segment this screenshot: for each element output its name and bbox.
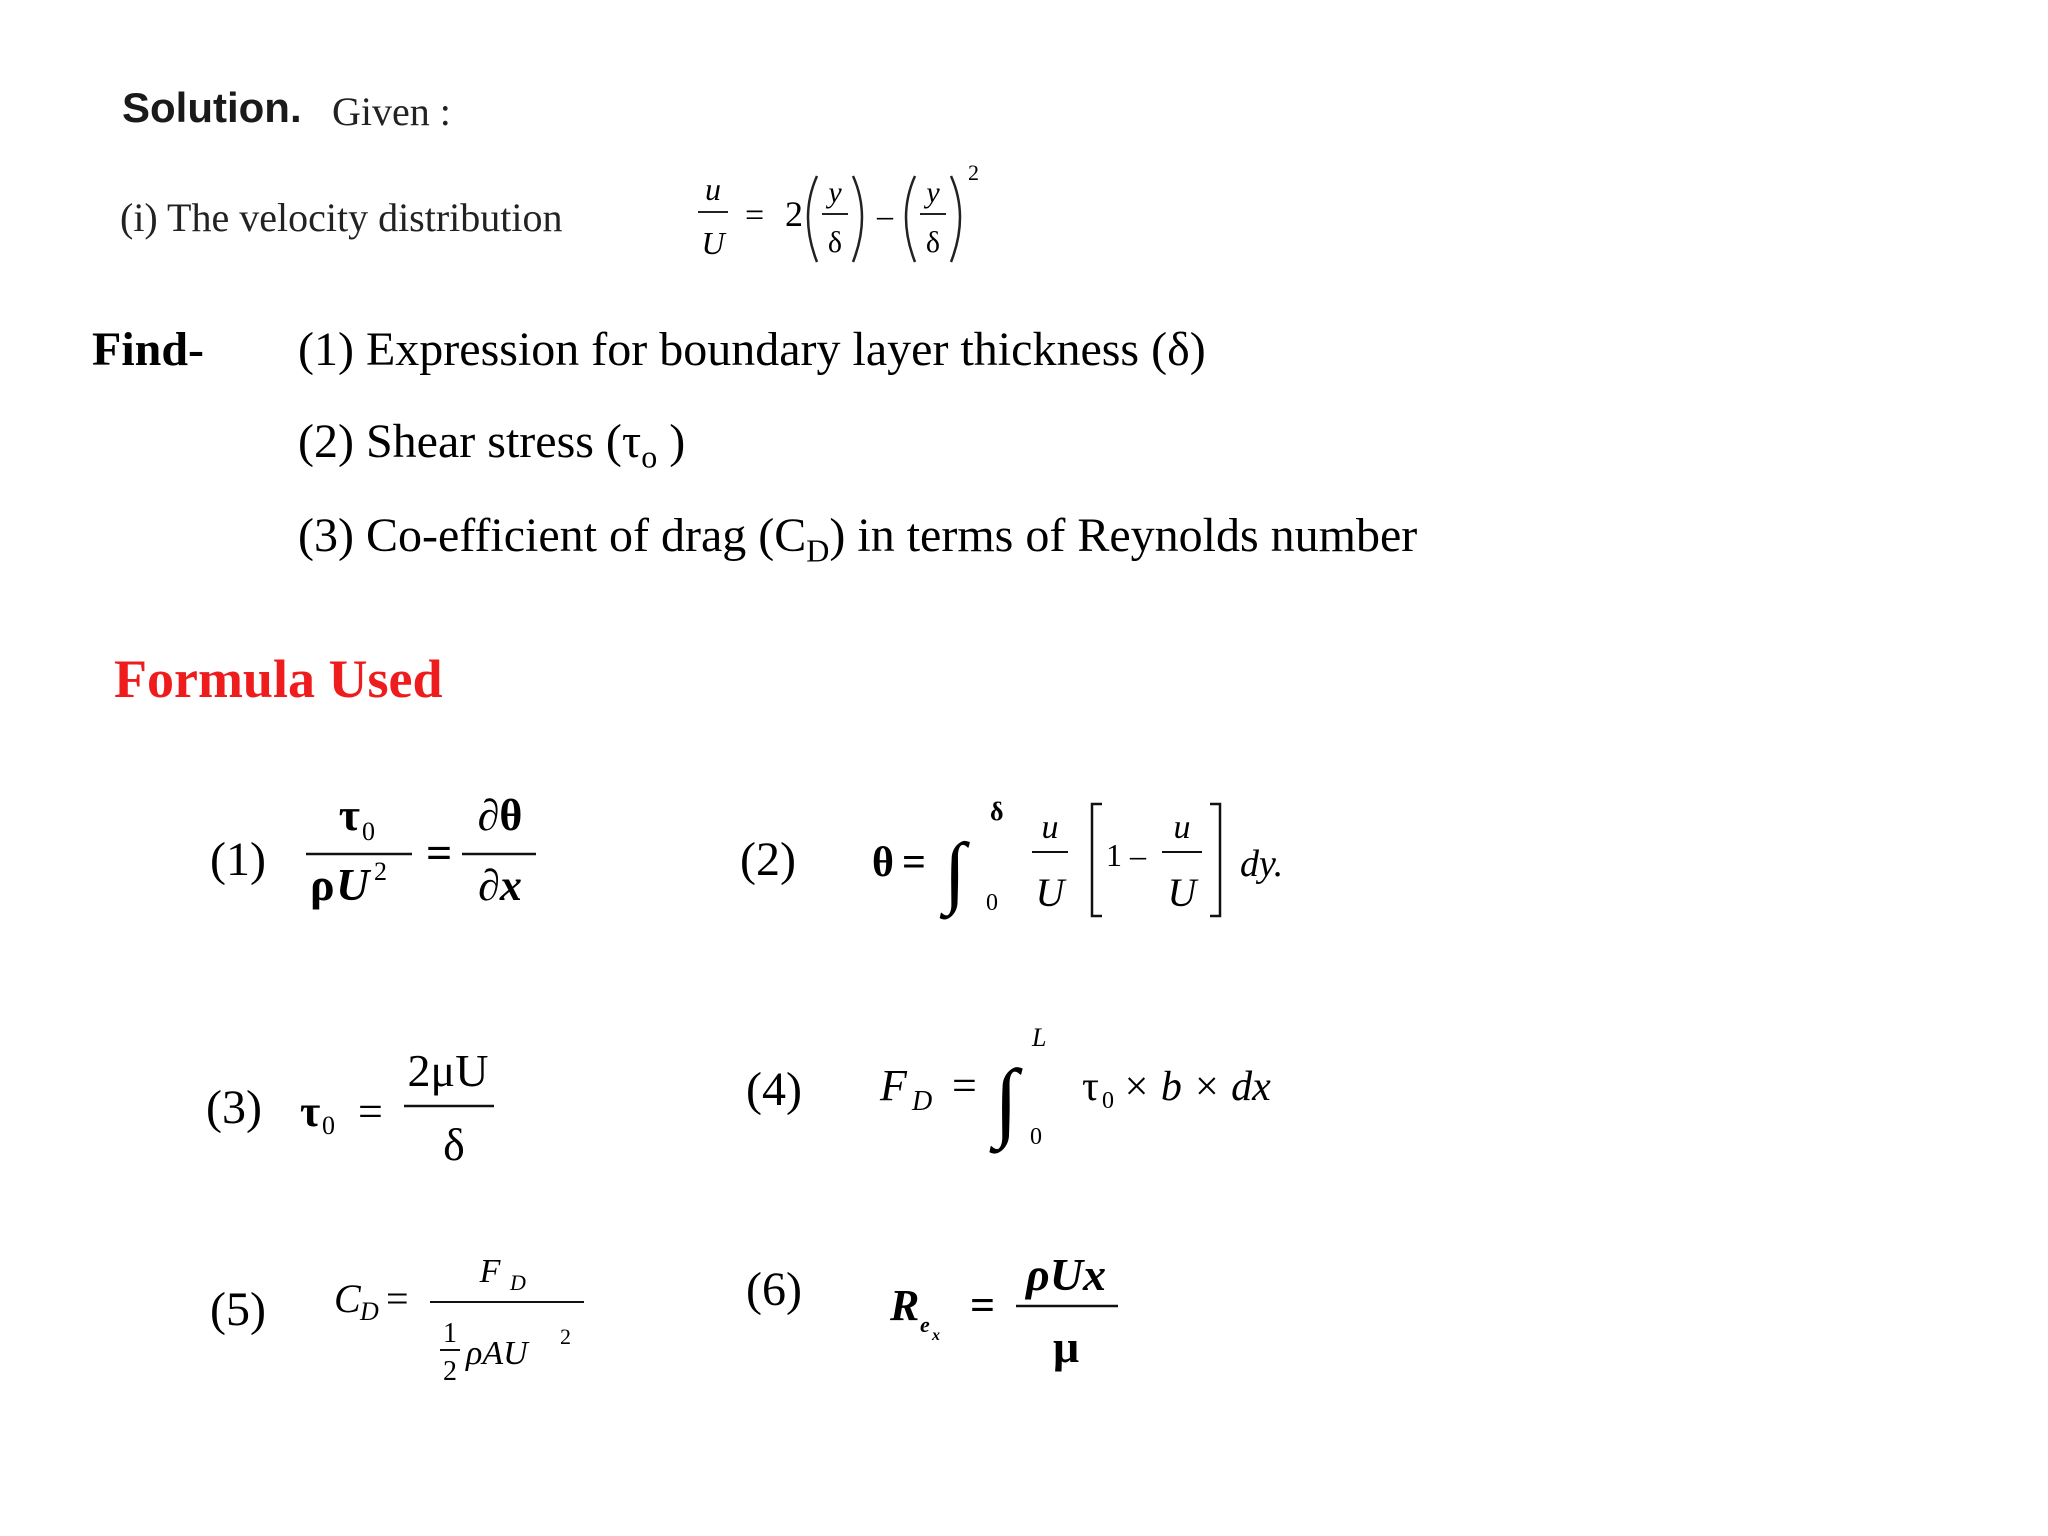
eq-y: y: [926, 176, 940, 209]
f2-theta: θ: [872, 840, 894, 886]
formula-4: [876, 1010, 1356, 1170]
f1-dtheta: ∂θ: [477, 791, 523, 840]
given-label: Given :: [332, 89, 451, 134]
f3-equals: =: [358, 1087, 383, 1136]
f6-numerator: ρUx: [1026, 1249, 1106, 1300]
formula-1: [290, 770, 550, 930]
f1-tau-sub: 0: [362, 817, 375, 846]
f5-F-sub: D: [510, 1270, 526, 1295]
f5-rhoAU: ρAU: [466, 1335, 528, 1372]
formula-3-number: (3): [206, 1081, 262, 1134]
f3-tau: τ: [300, 1087, 321, 1136]
formula-5-number: (5): [210, 1283, 266, 1336]
formula-6-number: (6): [746, 1263, 802, 1316]
f5-C: C: [334, 1276, 361, 1321]
velocity-distribution-equation: [585, 150, 1025, 280]
f1-rho: ρ: [310, 859, 335, 910]
formula-1-number: (1): [210, 833, 266, 886]
f6-mu: μ: [1052, 1321, 1080, 1372]
eq-square: 2: [968, 160, 979, 185]
formula-6: [886, 1240, 1146, 1400]
f5-two: 2: [443, 1356, 457, 1387]
paren-right: [951, 176, 960, 262]
paren-left: [906, 176, 915, 262]
f5-D: D: [360, 1297, 379, 1326]
paren-right: [853, 176, 862, 262]
f2-dy: dy.: [1240, 843, 1284, 885]
eq-equals: =: [745, 197, 765, 234]
solution-label: Solution.: [122, 84, 302, 131]
f3-delta: δ: [443, 1119, 465, 1170]
formula-used-title: Formula Used: [114, 649, 443, 709]
f2-U: U: [1167, 870, 1197, 915]
f1-U: U: [336, 859, 370, 910]
find-item-3: (3) Co-efficient of drag $(C_D)$ in terms of Reynolds number: [298, 509, 1418, 569]
formula-3: [296, 1030, 556, 1190]
f4-integral: ∫: [994, 1053, 1019, 1150]
f4-equals: =: [952, 1061, 977, 1110]
paren-left: [808, 176, 817, 262]
f2-minus: –: [1130, 837, 1146, 873]
given-text: (i) The velocity distribution: [120, 195, 563, 240]
f5-square: 2: [560, 1324, 571, 1349]
f6-x: x: [932, 1327, 940, 1344]
f4-D: D: [912, 1086, 933, 1117]
eq-delta: δ: [925, 226, 941, 259]
f1-dx: ∂x: [478, 861, 522, 910]
f4-times-b-dx: × b × dx: [1122, 1064, 1271, 1110]
f2-u: u: [1041, 809, 1059, 846]
formula-2: [870, 780, 1350, 940]
eq-y: y: [828, 176, 842, 209]
eq-two: 2: [785, 194, 803, 234]
f2-one: 1: [1106, 837, 1122, 873]
f2-equals: =: [902, 840, 926, 886]
find-label: Find-: [92, 323, 205, 376]
bracket-right: [1210, 804, 1220, 916]
f4-tau: τ: [1082, 1064, 1099, 1110]
find-item-1: (1) Expression for boundary layer thickness (δ): [298, 323, 1206, 376]
f1-equals: =: [426, 827, 453, 878]
formula-4-number: (4): [746, 1063, 802, 1116]
f6-R: R: [890, 1281, 920, 1330]
f6-e: e: [920, 1312, 930, 1337]
formula-2-number: (2): [740, 833, 796, 886]
f2-U: U: [1035, 870, 1065, 915]
eq-U: U: [701, 225, 725, 261]
f6-equals: =: [970, 1281, 996, 1330]
f1-tau: τ: [338, 789, 360, 840]
given-velocity-distribution: [120, 150, 1020, 280]
f4-lower-limit: 0: [1030, 1124, 1042, 1150]
f5-F: F: [479, 1253, 501, 1290]
f4-tau-sub: 0: [1102, 1088, 1114, 1114]
f3-numerator: 2μU: [407, 1045, 489, 1096]
f2-integral: ∫: [944, 828, 966, 916]
f2-u: u: [1173, 809, 1191, 846]
find-item-2: (2) Shear stress ($\tau_o$ ): [298, 415, 686, 475]
eq-minus: –: [877, 197, 893, 233]
f1-square: 2: [374, 857, 387, 886]
f3-tau-sub: 0: [322, 1111, 335, 1140]
eq-delta: δ: [827, 226, 843, 259]
f5-equals: =: [386, 1276, 409, 1321]
f4-upper-limit: L: [1032, 1023, 1047, 1052]
f4-F: F: [880, 1061, 907, 1110]
f2-upper-limit: δ: [990, 797, 1004, 826]
eq-u: u: [705, 171, 721, 207]
bracket-left: [1092, 804, 1102, 916]
f2-lower-limit: 0: [986, 890, 998, 916]
f5-one: 1: [443, 1318, 457, 1349]
formula-5: [330, 1240, 590, 1420]
